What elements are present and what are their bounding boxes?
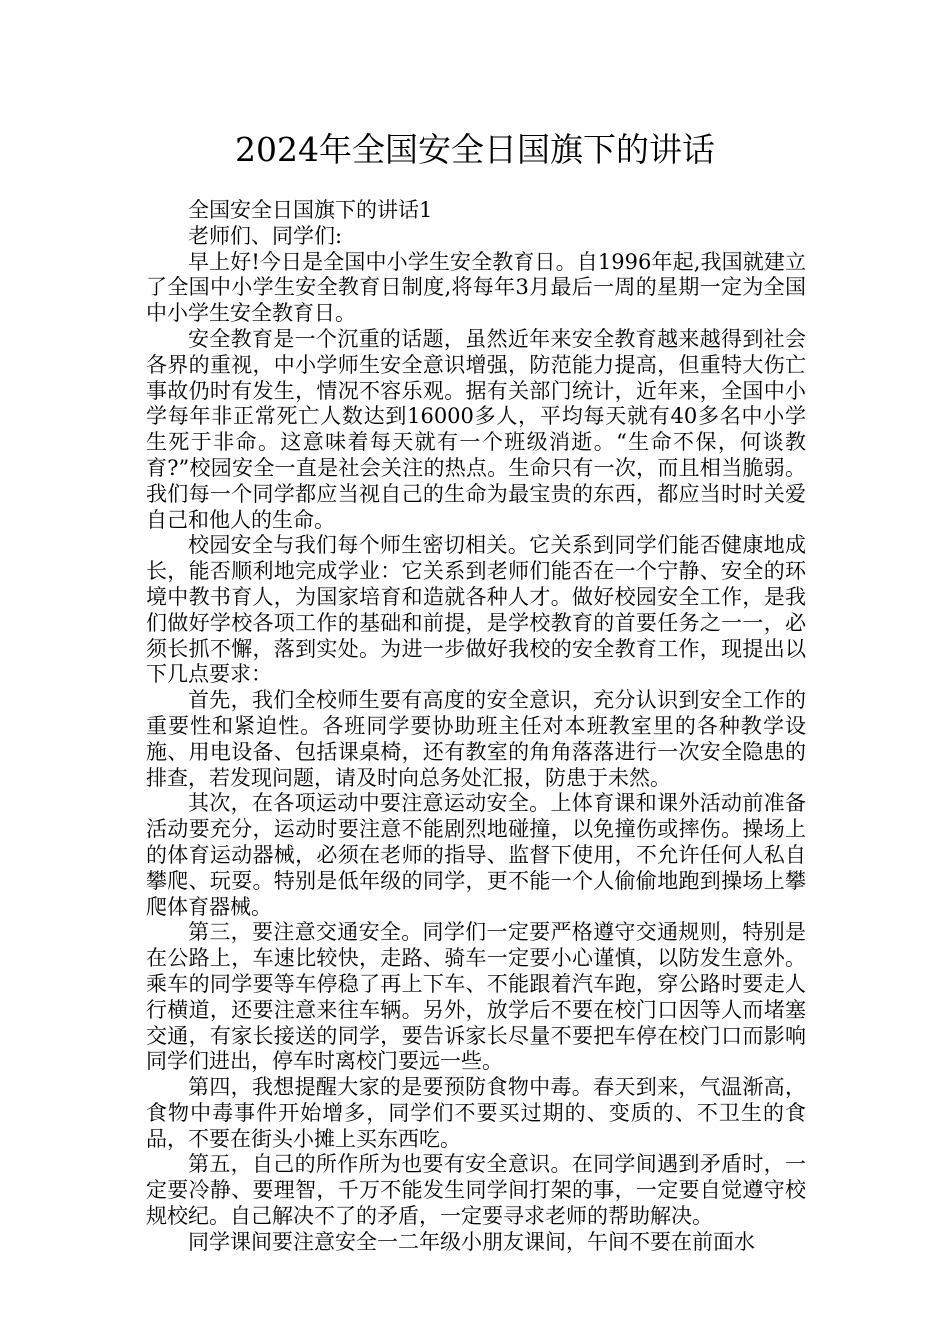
- paragraph: 校园安全与我们每个师生密切相关。它关系到同学们能否健康地成长，能否顺利地完成学业：它关系到老师们能否在一个宁静、安全的环境中教书育人，为国家培育和造就各种人才。做好校园安全工作，是我们做好学校各项工作的基础和前提，是学校教育的首要任务之一一，必须长抓不懈，落到实处。为进一步做好我校的安全教育工作，现提出以下几点要求：: [146, 533, 806, 687]
- paragraph-salutation: 老师们、同学们:: [188, 223, 343, 248]
- paragraph: 安全教育是一个沉重的话题，虽然近年来安全教育越来越得到社会各界的重视，中小学师生安全意识增强，防范能力提高，但重特大伤亡事故仍时有发生，情况不容乐观。据有关部门统计，近年来，全国中小学每年非正常死亡人数达到16000多人，平均每天就有40多名中小学生死于非命。这意味着每天就有一个班级消逝。“生命不保，何谈教育?”校园安全一直是社会关注的热点。生命只有一次，而且相当脆弱。我们每一个同学都应当视自己的生命为最宝贵的东西，都应当时时关爱自己和他人的生命。: [146, 326, 806, 532]
- document-body: [146, 198, 806, 1256]
- paragraph: 其次，在各项运动中要注意运动安全。上体育课和课外活动前准备活动要充分，运动时要注意不能剧烈地碰撞，以免撞伤或摔伤。操场上的体育运动器械，必须在老师的指导、监督下使用，不允许任何人私自攀爬、玩耍。特别是低年级的同学，更不能一个人偷偷地跑到操场上攀爬体育器械。: [146, 791, 806, 919]
- paragraph: 同学课间要注意安全一二年级小朋友课间，午间不要在前面水: [188, 1229, 755, 1254]
- paragraph: 第三，要注意交通安全。同学们一定要严格遵守交通规则，特别是在公路上，车速比较快，走路、骑车一定要小心谨慎，以防发生意外。乘车的同学要等车停稳了再上下车、不能跟着汽车跑，穿公路时要走人行横道，还要注意来往车辆。另外，放学后不要在校门口因等人而堵塞交通，有家长接送的同学，要告诉家长尽量不要把车停在校门口而影响同学们进出，停车时离校门要远一些。: [146, 920, 806, 1074]
- paragraph: 早上好!今日是全国中小学生安全教育日。自1996年起,我国就建立了全国中小学生安全教育日制度,将每年3月最后一周的星期一定为全国中小学生安全教育日。: [146, 249, 806, 326]
- document-title: 2024年全国安全日国旗下的讲话: [235, 130, 715, 169]
- paragraph-subtitle: 全国安全日国旗下的讲话1: [188, 198, 433, 222]
- paragraph: 第五，自己的所作所为也要有安全意识。在同学间遇到矛盾时，一定要冷静、要理智，千万不能发生同学间打架的事，一定要自觉遵守校规校纪。自己解决不了的矛盾，一定要寻求老师的帮助解决。: [146, 1152, 806, 1229]
- paragraph: 首先，我们全校师生要有高度的安全意识，充分认识到安全工作的重要性和紧迫性。各班同学要协助班主任对本班教室里的各种教学设施、用电设备、包括课桌椅，还有教室的角角落落进行一次安全隐患的排查，若发现问题，请及时向总务处汇报，防患于未然。: [146, 688, 806, 790]
- paragraph: 第四，我想提醒大家的是要预防食物中毒。春天到来，气温渐高，食物中毒事件开始增多，同学们不要买过期的、变质的、不卫生的食品，不要在街头小摊上买东西吃。: [146, 1075, 806, 1151]
